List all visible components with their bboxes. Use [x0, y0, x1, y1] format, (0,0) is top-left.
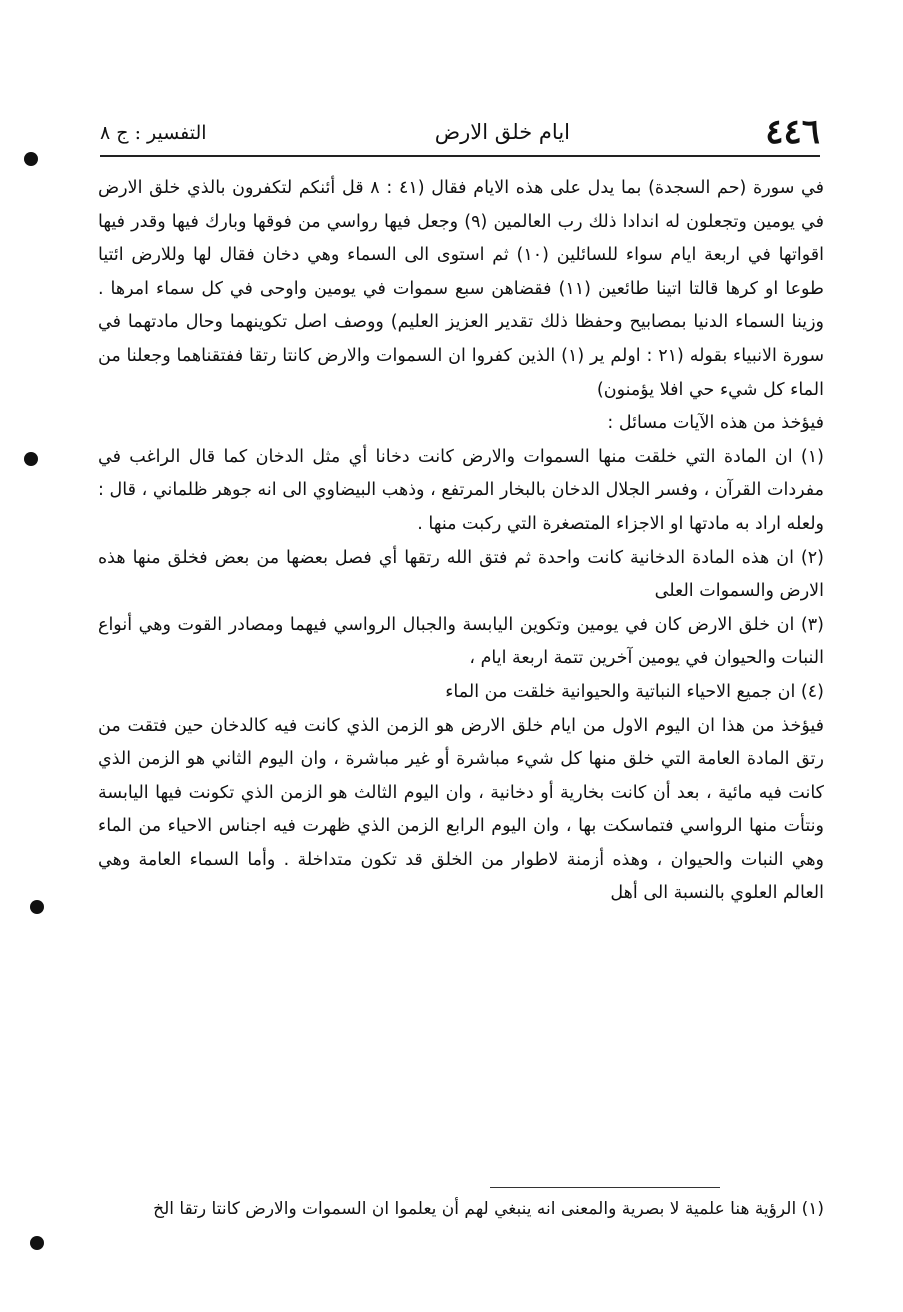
binding-hole-1 [24, 152, 38, 166]
running-title: ايام خلق الارض [434, 120, 570, 144]
footnote [98, 1192, 824, 1226]
paragraph-quran-citation: في سورة (حم السجدة) بما يدل على هذه الايام فقال (٤١ : ٨ قل أئنكم لتكفرون بالذي خلق الارض في يومين وتجعلون له اندادا ذلك رب العالمين (٩) وجعل فيها رواسي من فوقها وبارك فيها وقدر فيها اقواتها في اربعة ايام سواء للسائلين (١٠) ثم استوى الى السماء وهي دخان فقال لها وللارض ائتيا طوعا او كرها قالتا اتينا طائعين (١١) فقضاهن سبع سموات في يومين واوحى في كل سماء امرها . وزينا السماء الدنيا بمصابيح وحفظا ذلك تقدير العزيز العليم) ووصف اصل تكوينهما وحال مادتهما في سورة الانبياء بقوله (٢١ : اولم ير (١) الذين كفروا ان السموات والارض كانتا رتقا ففتقناهما وجعلنا من الماء كل شيء حي افلا يؤمنون) [98, 178, 825, 400]
paragraph-issue-1: (١) ان المادة التي خلقت منها السموات والارض كانت دخانا أي مثل الدخان كما قال الراغب في مفردات القرآن ، وفسر الجلال الدخان بالبخار المرتفع ، وذهب البيضاوي الى انه جوهر ظلماني ، قال : ولعله اراد به مادتها او الاجزاء المتصغرة التي ركبت منها . [98, 446, 824, 534]
footnote-text: (١) الرؤية هنا علمية لا بصرية والمعنى انه ينبغي لهم أن يعلموا ان السموات والارض كانتا رتقا الخ [153, 1199, 824, 1219]
paragraph-issue-2: (٢) ان هذه المادة الدخانية كانت واحدة ثم فتق الله رتقها أي فصل بعضها من بعض فخلق منها هذه الارض والسموات العلى [98, 547, 824, 602]
binding-hole-4 [30, 1236, 44, 1250]
page-header [100, 112, 820, 152]
paragraph-intro-issues: فيؤخذ من هذه الآيات مسائل : [607, 413, 824, 434]
footnote-rule [490, 1187, 720, 1188]
book-title: التفسير : ج ٨ [100, 122, 207, 144]
header-rule [100, 155, 820, 157]
page-number: ٤٤٦ [765, 112, 820, 152]
main-text [98, 172, 824, 911]
binding-hole-3 [30, 900, 44, 914]
paragraph-issue-4: (٤) ان جميع الاحياء النباتية والحيوانية خلقت من الماء [445, 681, 824, 702]
paragraph-conclusion: فيؤخذ من هذا ان اليوم الاول من ايام خلق الارض هو الزمن الذي كانت فيه كالدخان حين فتقت من رتق المادة العامة التي خلق منها كل شيء مباشرة أو غير مباشرة ، وان اليوم الثاني هو الزمن الذي كانت فيه مائية ، بعد أن كانت بخارية أو دخانية ، وان اليوم الثالث هو الزمن الذي تكونت فيها اليابسة ونتأت منها الرواسي فتماسكت بها ، وان اليوم الرابع الزمن الذي ظهرت فيه اجناس الاحياء من الماء وهي النبات والحيوان ، وهذه أزمنة لاطوار من الخلق قد تكون متداخلة . وأما السماء العامة وهي العالم العلوي بالنسبة الى أهل [98, 715, 824, 904]
paragraph-issue-3: (٣) ان خلق الارض كان في يومين وتكوين اليابسة والجبال الرواسي فيهما ومصادر القوت وهي أنواع النبات والحيوان في يومين آخرين تتمة اربعة ايام ، [98, 614, 824, 669]
binding-hole-2 [24, 452, 38, 466]
